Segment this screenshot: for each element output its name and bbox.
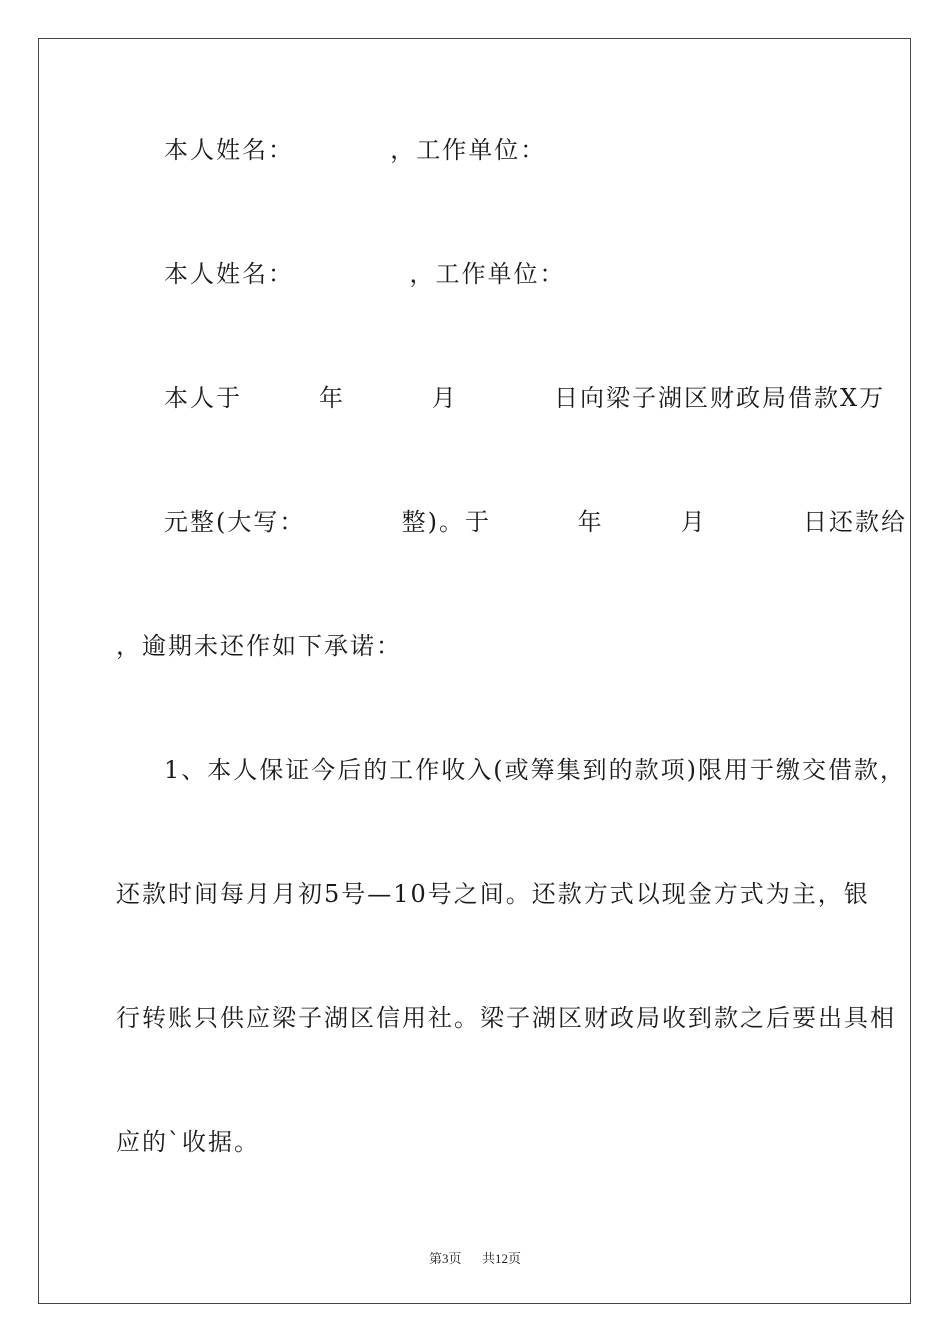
text-line-amount: 元整(大写： 整)。于 年 月 日还款给 (164, 508, 907, 536)
text-line-clause-1: 1、本人保证今后的工作收入(或筹集到的款项)限用于缴交借款， (164, 756, 906, 784)
page-footer (0, 1248, 950, 1267)
text-line-loan-date: 本人于 年 月 日向梁子湖区财政局借款X万 (164, 384, 886, 412)
text-line-name-2: 本人姓名： ，工作单位： (164, 260, 566, 288)
page-border (38, 38, 911, 1304)
text-line-receipt: 应的`收据。 (116, 1128, 260, 1156)
text-line-promise-intro: ，逾期未还作如下承诺： (116, 632, 402, 660)
page-total: 共12页 (482, 1251, 522, 1266)
text-line-name-1: 本人姓名： ，工作单位： (164, 136, 547, 164)
text-line-repay-time: 还款时间每月月初5号—10号之间。还款方式以现金方式为主，银 (116, 880, 870, 908)
page-number: 第3页 (428, 1251, 462, 1266)
text-line-bank-transfer: 行转账只供应梁子湖区信用社。梁子湖区财政局收到款之后要出具相 (116, 1004, 896, 1032)
